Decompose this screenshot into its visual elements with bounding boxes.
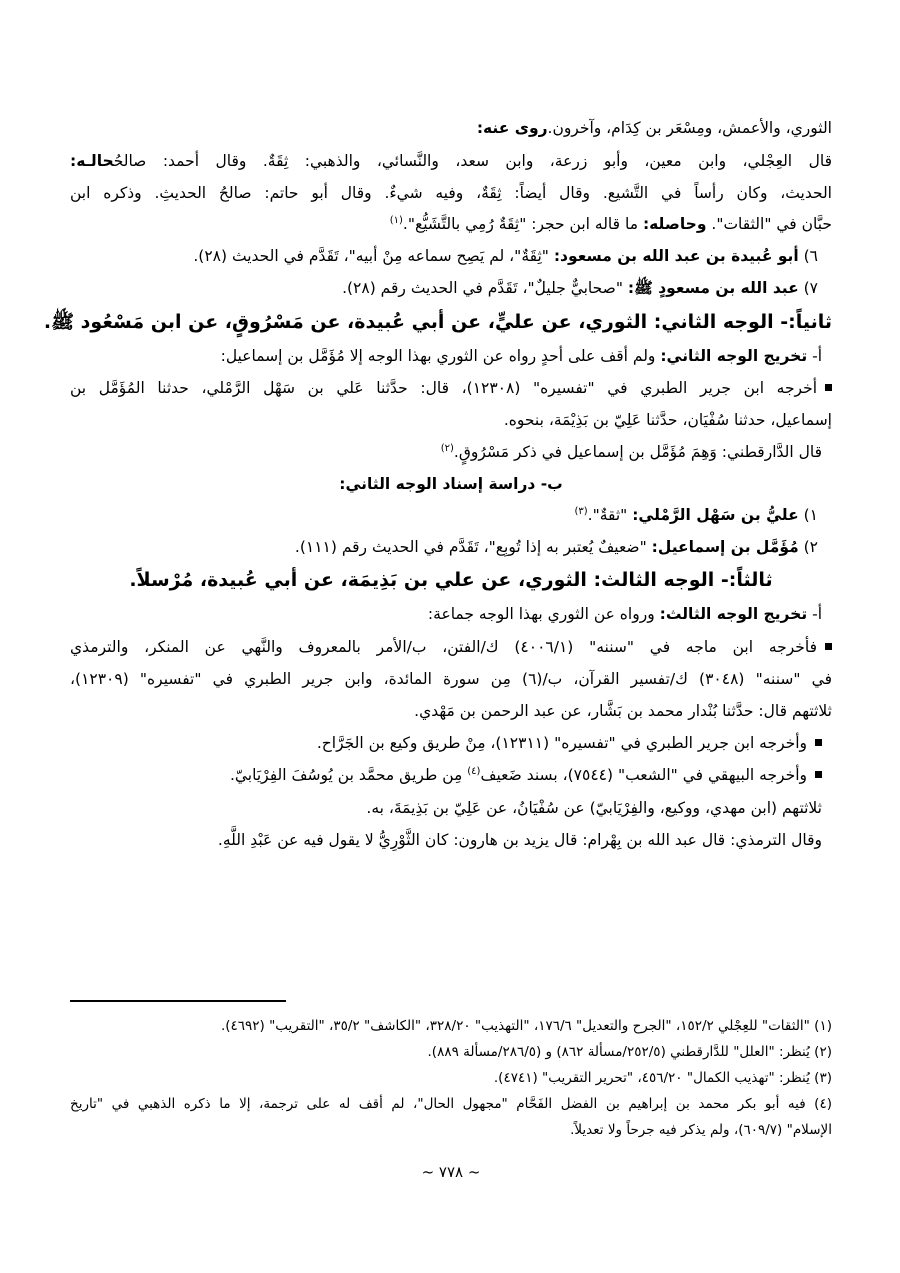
line-text: ورواه عن الثوري بهذا الوجه جماعة: [427, 605, 660, 623]
section-heading [70, 569, 832, 592]
line-text: "ثِقَةٌ"، لم يَصِح سماعه مِنْ أبيه"، تَقَدَّم في الحديث (٢٨). [193, 247, 554, 265]
line-text: "ثقةٌ". [587, 506, 633, 524]
line-text: أ- [807, 605, 822, 623]
body-line [70, 732, 832, 754]
line-text: ثلاثتهم (ابن مهدي، ووكيع، والفِرْيَابيّ) عن سُفْيَانُ، عن عَلِيّ بن بَذِيمَةَ، به. [366, 799, 822, 817]
body-line [70, 277, 832, 299]
page-number: ~ ٧٧٨ ~ [421, 1163, 481, 1181]
line-text: الإسلام" (٦٠٩/٧)، ولم يذكر فيه جرحاً ولا تعديلاً. [570, 1122, 832, 1138]
body-line [70, 700, 832, 722]
bold-label: تخريج الوجه الثالث: [659, 605, 808, 623]
line-text: الحديث، وكان رأساً في التَّشيع. وقال أيضاً: ثِقَةٌ، وفيه شيءٌ. وقال أبو حاتم: صالحُ الحديثِ. وذكره ابن [70, 184, 832, 202]
line-text: ما قاله ابن حجر: "ثِقَةٌ رُمِي بالتَّشَيُّع". [402, 215, 643, 233]
body-line [70, 150, 832, 172]
body-line [70, 797, 832, 819]
bullet-icon [825, 384, 832, 391]
bold-label: وحاصله: [642, 215, 707, 233]
body-line [70, 213, 832, 235]
body-line [70, 536, 832, 558]
section-heading [70, 473, 832, 495]
bold-label: عليُّ بن سَهْل الرَّمْلي: [632, 506, 799, 524]
line-text: وأخرجه البيهقي في "الشعب" (٧٥٤٤)، بسند ضَعيف [480, 766, 807, 784]
bullet-icon [815, 739, 822, 746]
body-line [70, 764, 832, 786]
footnote [70, 1041, 832, 1063]
bold-label: حالـه: [70, 152, 114, 170]
body-line [70, 377, 832, 399]
line-text: الثوري، والأعمش، ومِسْعَر بن كِدَام، وآخرون. [547, 119, 832, 137]
line-text: ٦) [798, 247, 818, 265]
body-line [70, 182, 832, 204]
line-text: ١) [798, 506, 818, 524]
footnote-ref: (٢) [440, 442, 454, 454]
section-heading [43, 311, 832, 338]
line-text: (٣) يُنظر: "تهذيب الكمال" ٤٥٦/٢٠، "تحرير التقريب" (٤٧٤١). [493, 1070, 832, 1086]
footnote-ref: (٣) [574, 505, 588, 517]
body-line [70, 441, 832, 463]
body-line [70, 829, 832, 851]
line-text: ٧) [798, 279, 818, 297]
bold-label: أبو عُبيدة بن عبد الله بن مسعود: [553, 247, 799, 265]
body-line [70, 668, 832, 690]
footnote [70, 1015, 832, 1037]
line-text: وقال الترمذي: قال عبد الله بن بِهْرام: قال يزيد بن هارون: كان الثَّوْرِيُّ لا يقول فيه عن عَبْدِ اللَّهِ. [217, 831, 822, 849]
footnote [70, 1119, 832, 1141]
line-text: "صحابيٌّ جليلٌ"، تَقَدَّم في الحديث رقم (٢٨). [342, 279, 628, 297]
bold-label: تخريج الوجه الثاني: [660, 347, 808, 365]
body-line [70, 345, 832, 367]
body-line [70, 603, 832, 625]
line-text: قال العِجْلي، وابن معين، وأبو زرعة، وابن سعد، والنَّسائي، والذهبي: ثِقَةٌ. وقال أحمد: صالحُ [113, 152, 832, 170]
body-line [70, 636, 832, 658]
line-text: ٢) [798, 538, 818, 556]
body-line [70, 117, 832, 139]
body-line [70, 409, 832, 431]
body-line [70, 245, 832, 267]
heading-text: ثالثاً:- الوجه الثالث: الثوري، عن علي بن بَذِيمَة، عن أبي عُبيدة، مُرْسلاً. [129, 569, 773, 591]
footnote [70, 1067, 832, 1089]
footnote-ref: (٤) [467, 765, 481, 777]
heading-text: ثانياً:- الوجه الثاني: الثوري، عن عليٍّ، عن أبي عُبيدة، عن مَسْرُوقٍ، عن ابن مَسْعُود ﷺ. [43, 311, 832, 333]
line-text: أ- [807, 347, 822, 365]
bullet-icon [825, 643, 832, 650]
line-text: أخرجه ابن جرير الطبري في "تفسيره" (١٢٣٠٨)، قال: حدَّثنا عَلي بن سَهْل الرَّمْلي، حدثنا المُؤَمَّل بن [70, 379, 818, 397]
document-page [43, 0, 832, 1273]
footnote-separator [70, 1000, 286, 1002]
line-text: إسماعيل، حدثنا سُفْيَان، حدَّثنا عَلِيّ بن بَذِيْمَة، بنحوه. [503, 411, 832, 429]
line-text: وأخرجه ابن جرير الطبري في "تفسيره" (١٢٣١١)، مِنْ طريق وكيع بن الجَرَّاح. [316, 734, 807, 752]
line-text: (٤) فيه أبو بكر محمد بن إبراهيم بن الفضل الفَحَّام "مجهول الحال"، لم أقف له على ترجمة، إلا ما ذكره الذهبي في "تاريخ [70, 1096, 832, 1112]
line-text: ولم أقف على أحدٍ رواه عن الثوري بهذا الوجه إلا مُؤَمَّل بن إسماعيل: [220, 347, 661, 365]
line-text: (٢) يُنظر: "العلل" للدَّارقطني (٢٥٢/٥/مسألة ٨٦٢) و (٢٨٦/٥/مسألة ٨٨٩). [427, 1044, 832, 1060]
line-text: فأخرجه ابن ماجه في "سننه" (٤٠٠٦/١) ك/الفتن، ب/الأمر بالمعروف والنَّهي عن المنكر، والترمذي [70, 638, 817, 656]
line-text: في "سننه" (٣٠٤٨) ك/تفسير القرآن، ب/(٦) مِن سورة المائدة، وابن جرير الطبري في "تفسيره" (١٢٣٠٩)، [70, 670, 832, 688]
footnote-ref: (١) [389, 214, 403, 226]
line-text: ثلاثتهم قال: حدَّثنا بُنْدار محمد بن بَشَّار، عن عبد الرحمن بن مَهْدي. [414, 702, 832, 720]
bullet-icon [815, 771, 822, 778]
bold-label: عبد الله بن مسعودٍ ﷺ: [627, 279, 799, 297]
body-line [70, 504, 832, 526]
bold-label: روى عنه: [476, 119, 548, 137]
line-text: "ضعيفٌ يُعتبر به إذا تُوبِع"، تَقَدَّم في الحديث رقم (١١١). [294, 538, 652, 556]
bold-label: مُؤَمَّل بن إسماعيل: [651, 538, 799, 556]
line-text: قال الدَّارقطني: وَهِمَ مُؤَمَّل بن إسماعيل في ذكر مَسْرُوقٍ. [453, 443, 822, 461]
bold-label: ب- دراسة إسناد الوجه الثاني: [339, 475, 563, 493]
line-text: مِن طريق محمَّد بن يُوسُفَ الفِرْيَابيّ. [229, 766, 468, 784]
line-text: (١) "الثقات" للعِجْلي ١٥٢/٢، "الجرح والتعديل" ١٧٦/٦، "التهذيب" ٣٢٨/٢٠، "الكاشف" ٣٥/٢، "التقريب" (٤٦٩٢). [220, 1018, 832, 1034]
line-text: حبَّان في "الثقات". [706, 215, 832, 233]
footnote [70, 1093, 832, 1115]
